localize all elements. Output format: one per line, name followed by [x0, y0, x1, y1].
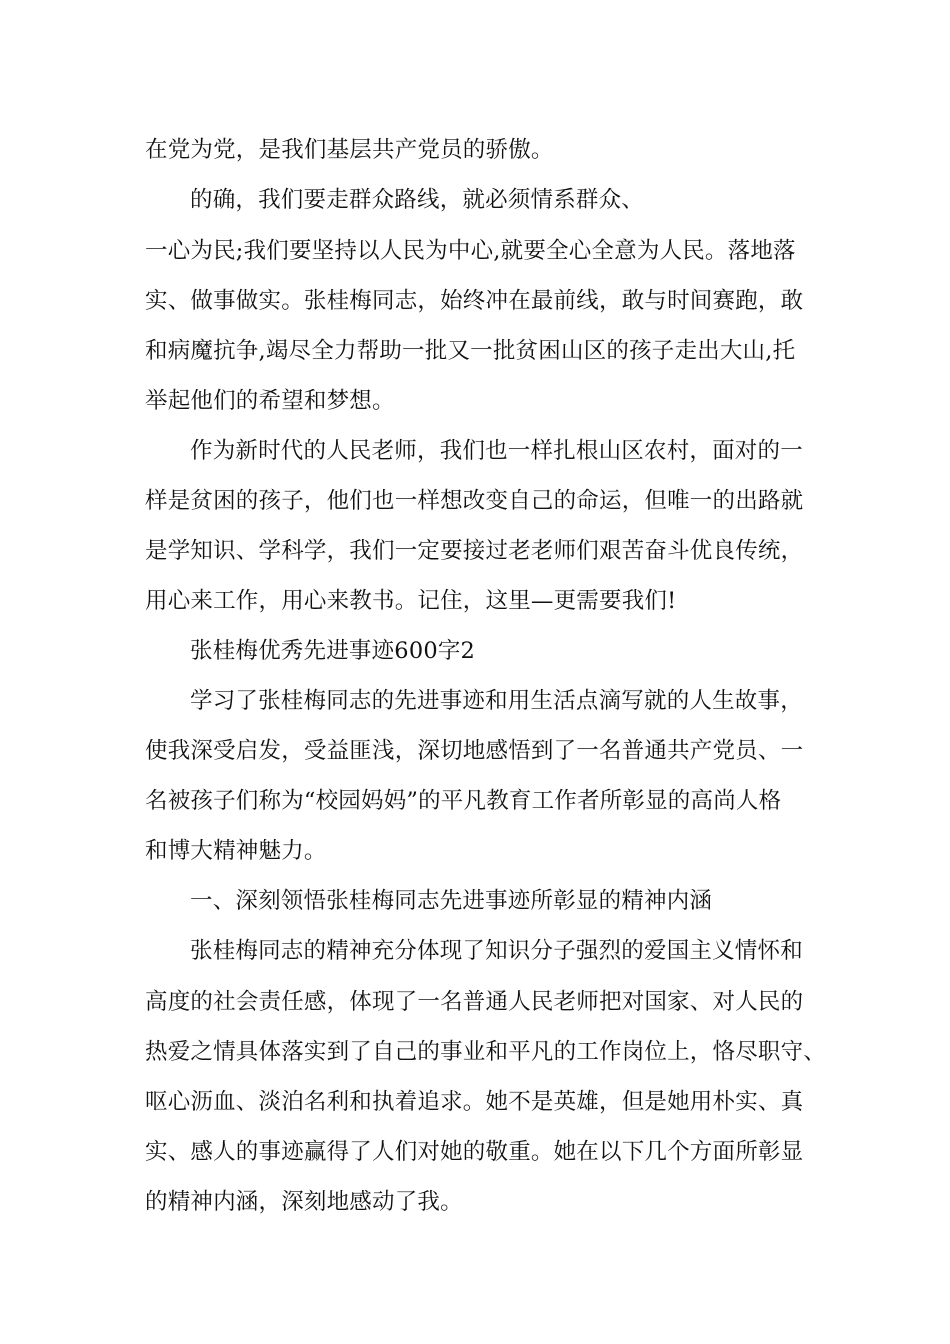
text-line: 是学知识、学科学，我们一定要接过老老师们艰苦奋斗优良传统， — [145, 538, 804, 564]
text-line: 在党为党，是我们基层共产党员的骄傲。 — [145, 137, 554, 163]
text-line: 呕心沥血、淡泊名利和执着追求。她不是英雄，但是她用朴实、真 — [145, 1089, 804, 1115]
text-line: 一心为民;我们要坚持以人民为中心,就要全心全意为人民。落地落 — [145, 238, 796, 264]
text-line: 和病魔抗争,竭尽全力帮助一批又一批贫困山区的孩子走出大山,托 — [145, 338, 796, 364]
text-line: 张桂梅同志的精神充分体现了知识分子强烈的爱国主义情怀和 — [190, 938, 803, 964]
text-line: 实、感人的事迹赢得了人们对她的敬重。她在以下几个方面所彰显 — [145, 1139, 804, 1165]
text-line: 学习了张桂梅同志的先进事迹和用生活点滴写就的人生故事， — [190, 688, 803, 714]
section-heading: 张桂梅优秀先进事迹600字2 — [190, 638, 476, 664]
text-line: 样是贫困的孩子，他们也一样想改变自己的命运，但唯一的出路就 — [145, 488, 804, 514]
text-line: 热爱之情具体落实到了自己的事业和平凡的工作岗位上，恪尽职守、 — [145, 1039, 827, 1065]
text-line: 名被孩子们称为“校园妈妈”的平凡教育工作者所彰显的高尚人格 — [145, 788, 782, 814]
text-line: 高度的社会责任感，体现了一名普通人民老师把对国家、对人民的 — [145, 989, 804, 1015]
text-line: 作为新时代的人民老师，我们也一样扎根山区农村，面对的一 — [190, 438, 803, 464]
subsection-heading: 一、深刻领悟张桂梅同志先进事迹所彰显的精神内涵 — [190, 888, 713, 914]
text-line: 使我深受启发，受益匪浅，深切地感悟到了一名普通共产党员、一 — [145, 738, 804, 764]
text-line: 实、做事做实。张桂梅同志，始终冲在最前线，敢与时间赛跑，敢 — [145, 288, 804, 314]
text-line: 的精神内涵，深刻地感动了我。 — [145, 1189, 463, 1215]
text-line: 的确，我们要走群众路线，就必须情系群众、 — [190, 187, 645, 213]
text-line: 举起他们的希望和梦想。 — [145, 388, 395, 414]
text-line: 用心来工作，用心来教书。记住，这里—更需要我们! — [145, 588, 677, 614]
text-line: 和博大精神魅力。 — [145, 838, 327, 864]
